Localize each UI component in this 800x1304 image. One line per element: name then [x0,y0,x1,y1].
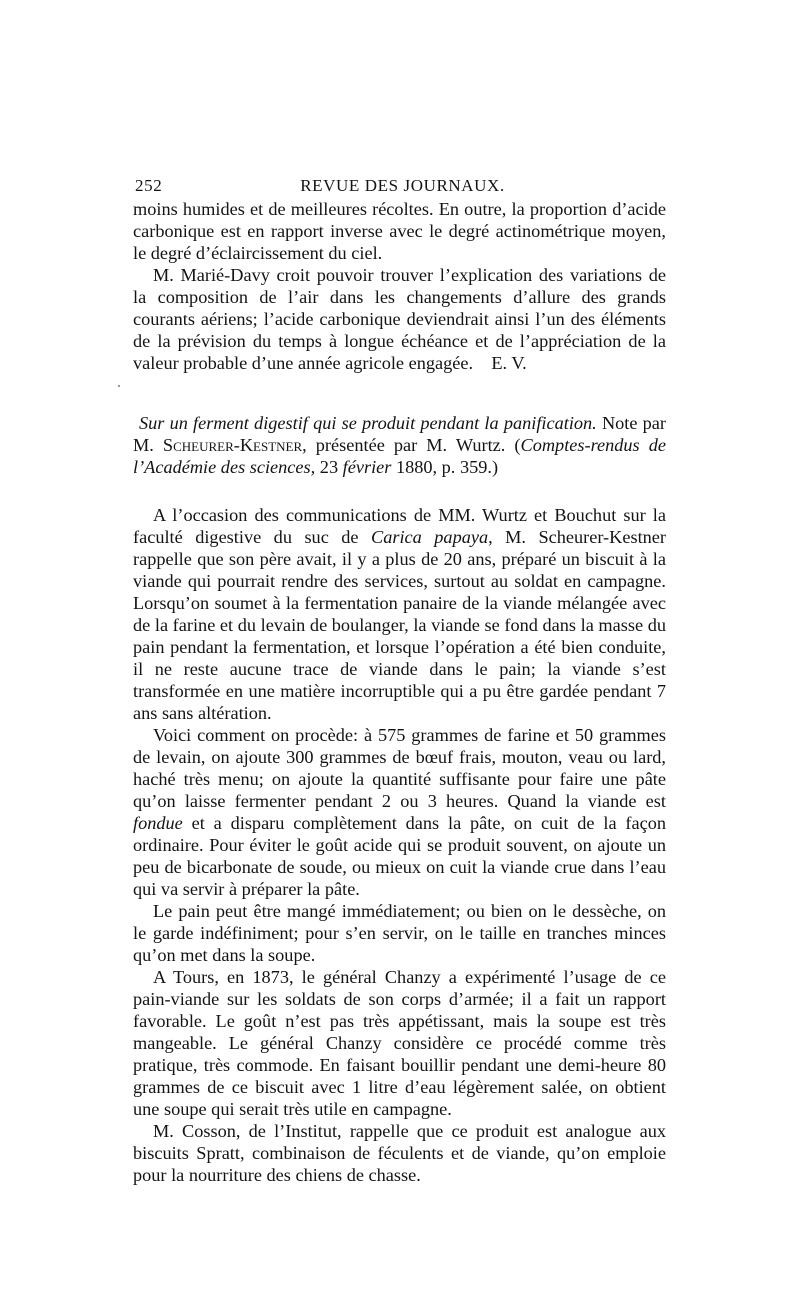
author-signature: E. V. [491,353,527,373]
running-header [133,172,666,198]
article-title: Sur un ferment digestif qui se produit pendant la panification. [139,413,597,433]
running-title: REVUE DES JOURNAUX. [300,176,505,195]
source-date: 23 [315,457,343,477]
article-paragraph-3 [133,900,666,966]
fondue-word: fondue [133,813,183,833]
section-spacer [133,478,666,504]
document-page [133,172,666,1186]
marie-davy-text: M. Marié-Davy croit pouvoir trouver l’explication des variations de la composition de l’air dans les changements d’allure des grands courants aériens; l’acide carbonique deviendrait ainsi l’un des éléments de la prévision du temps à longue échéance et de l’appréciation de la valeur probable d’une année agricole engagée. [133,265,666,373]
article-heading [133,412,666,478]
paragraph-2-text-a: Voici comment on procède: à 575 grammes de farine et 50 grammes de levain, on ajoute 300 grammes de bœuf frais, mouton, veau ou lard, haché très menu; on ajoute la quantité suffisante pour faire une pâte qu’on laisse fermenter pendant 2 ou 3 heures. Quand la viande est [133,725,666,811]
paragraph-2-text-b: et a disparu complètement dans la pâte, on cuit de la façon ordinaire. Pour éviter le goût acide qui se produit souvent, on ajoute un peu de bicarbonate de soude, ou mieux on cuit la viande crue dans l’eau qui va servir à préparer la pâte. [133,813,666,899]
paragraph-5-text: M. Cosson, de l’Institut, rappelle que ce produit est analogue aux biscuits Spratt, combinaison de féculents et de viande, qu’on emploie pour la nourriture des chiens de chasse. [133,1121,666,1185]
species-name: Carica papaya [371,527,489,547]
continuation-paragraph [133,198,666,264]
marie-davy-paragraph [133,264,666,374]
paragraph-1-text-b: , M. Scheurer-Kestner rappelle que son père avait, il y a plus de 20 ans, préparé un biscuit à la viande qui pourrait rendre des services, surtout au soldat en campagne. Lorsqu’on soumet à la fermentation panaire de la viande mélangée avec de la farine et du levain de boulanger, la viande se fond dans la masse du pain pendant la fermentation, et lorsque l’opération a été bien conduite, il ne reste aucune trace de viande dans le pain; la viande s’est transformée en une matière incorruptible qui a pu être gardée pendant 7 ans sans altération. [133,527,666,723]
article-paragraph-4 [133,966,666,1120]
continuation-text: moins humides et de meilleures récoltes. En outre, la proportion d’acide carbonique est en rapport inverse avec le degré actinométrique moyen, le degré d’éclaircissement du ciel. [133,199,666,263]
source-year-page: 1880, p. 359.) [391,457,499,477]
source-month: février [342,457,392,477]
paragraph-3-text: Le pain peut être mangé immédiatement; ou bien on le dessèche, on le garde indéfiniment; pour s’en servir, on le taille en tranches minces qu’on met dans la soupe. [133,901,666,965]
article-author: Scheurer-Kestner [162,435,303,455]
article-paragraph-1 [133,504,666,724]
paragraph-4-text: A Tours, en 1873, le général Chanzy a expérimenté l’usage de ce pain-viande sur les soldats de son corps d’armée; il a fait un rapport favorable. Le goût n’est pas très appétissant, mais la soupe est très mangeable. Le général Chanzy considère ce procédé comme très pratique, très commode. En faisant bouillir pendant une demi-heure 80 grammes de ce biscuit avec 1 litre d’eau légèrement salée, on obtient une soupe qui serait très utile en campagne. [133,967,666,1119]
note-prefix: Note par M. [133,413,666,455]
page-number: 252 [135,176,163,195]
paragraph-1-text-a: A l’occasion des communications de MM. Wurtz et Bouchut sur la faculté digestive du suc de [133,505,666,547]
article-paragraph-5 [133,1120,666,1186]
margin-dot [118,385,120,387]
article-paragraph-2 [133,724,666,900]
body-text [133,198,666,1186]
presented-by: , présentée par M. Wurtz. ( [302,435,521,455]
source-journal: Comptes-rendus de l’Académie des sciences, [133,435,666,477]
